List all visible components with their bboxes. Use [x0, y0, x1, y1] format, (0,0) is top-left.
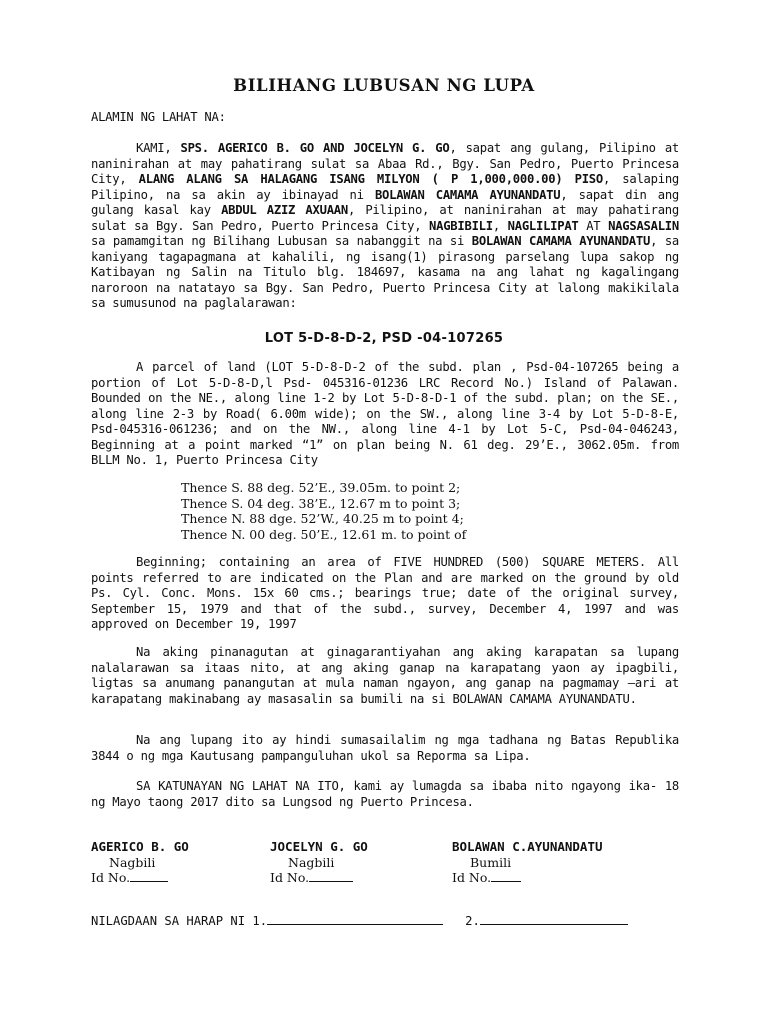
signatory-role: Nagbili [109, 854, 156, 870]
signatory-role: Nagbili [288, 854, 335, 870]
seller-names: SPS. AGERICO B. GO AND JOCELYN G. GO [180, 141, 450, 155]
intro-text-1: KAMI, [136, 141, 181, 155]
intro-text-4: , sapat din ang gulang kasal kay [91, 187, 680, 217]
id-blank-line[interactable] [309, 870, 353, 882]
thence-line: Thence S. 04 deg. 38’E., 12.67 m to point 3; [181, 495, 461, 511]
id-blank-line[interactable] [130, 870, 168, 882]
intro-text-5: , Pilipino, at naninirahan at may pahatirang sulat sa Bgy. San Pedro, Puerto Princesa City, [91, 203, 679, 233]
document-title: BILIHANG LUBUSAN NG LUPA [233, 76, 535, 95]
intro-text-7: AT [578, 218, 609, 233]
witness-1-blank[interactable] [267, 913, 443, 925]
id-label: Id No. [452, 870, 492, 885]
id-blank-line[interactable] [491, 870, 521, 882]
intro-paragraph [91, 141, 679, 312]
beginning-paragraph: Beginning; containing an area of FIVE HUNDRED (500) SQUARE METERS. All points referred to are indicated on the Plan and are marked on the ground by old Ps. Cyl. Conc. Mons. 15x 60 cms.; bearings true; date of the original survey, September 15, 1979 and that of the subd., survey, December 4, 1997 and was approved on December 19, 1997 [91, 555, 679, 631]
intro-text-6: , [492, 218, 508, 233]
thence-line: Thence N. 88 dge. 52’W., 40.25 m to point 4; [181, 511, 464, 526]
signatory-name: JOCELYN G. GO [270, 839, 368, 854]
term-nagsasalin: NAGSASALIN [608, 218, 679, 233]
buyer-name: BOLAWAN CAMAMA AYUNANDATU [374, 187, 561, 202]
thence-list [181, 480, 541, 542]
term-naglilipat: NAGLILIPAT [507, 218, 579, 233]
signatory-name: BOLAWAN C.AYUNANDATU [452, 839, 603, 854]
signatory-role: Bumili [470, 854, 512, 870]
warranty-paragraph: Na aking pinanagutan at ginagarantiyahan ang aking karapatan sa lupang nalalarawan sa itaas nito, at ang aking ganap na karapatang yaon ay ipagbili, ligtas sa anumang panangutan at mula naman ngayon, ang ganap na pagmamay –ari at karapatang makinabang ay masasalin sa bumili na si BOLAWAN CAMAMA AYUNANDATU. [91, 645, 679, 706]
witness-label: NILAGDAAN SA HARAP NI 1. [91, 914, 268, 928]
signatory-name: AGERICO B. GO [91, 839, 189, 854]
land-reform-paragraph: Na ang lupang ito ay hindi sumasailalim ng mga tadhana ng Batas Republika 3844 o ng mga Kautusang pampanguluhan ukol sa Reporma sa Lipa. [91, 733, 679, 763]
intro-text-9: , sa kaniyang tagapagmana at kahalili, ng isang(1) pirasong parselang lupa sakop ng Katibayan ng Salin na Titulo blg. 184697, kasama na ang lahat ng kagalingang naroroon na natatayo sa Bgy. San Pedro, Puerto Princesa City at lalong makikilala sa sumusunod na paglalarawan: [91, 234, 679, 310]
thence-line: Thence N. 00 deg. 50’E., 12.61 m. to point of [181, 526, 467, 542]
term-nagbibili: NAGBIBILI [429, 218, 493, 233]
parcel-description: A parcel of land (LOT 5-D-8-D-2 of the subd. plan , Psd-04-107265 being a portion of Lot 5-D-8-D,l Psd- 045316-01236 LRC Record No.) Island of Palawan. Bounded on the NE., along line 1-2 by Lot 5-D-8-D-1 of the subd. plan; on the SE., along line 2-3 by Road( 6.00m wide); on the SW., along line 3-4 by Lot 5-D-8-E, Psd-045316-061236; and on the NW., along line 4-1 by Lot 5-C, Psd-04-046243, Beginning at a point marked “1” on plan being N. 61 deg. 29’E., 3062.05m. from BLLM No. 1, Puerto Princesa City [91, 360, 679, 467]
attestation-paragraph: SA KATUNAYAN NG LAHAT NA ITO, kami ay lumagda sa ibaba nito ngayong ika- 18 ng Mayo taong 2017 dito sa Lungsod ng Puerto Princesa. [91, 779, 679, 809]
witness-2-blank[interactable] [480, 913, 628, 925]
witness-2-label: 2. [465, 914, 480, 928]
id-label: Id No. [91, 870, 131, 885]
intro-text-3: , salaping Pilipino, na sa akin ay ibinayad ni [91, 172, 679, 202]
intro-text-8: sa pamamgitan ng Bilihang Lubusan sa nabanggit na si [91, 234, 472, 248]
lot-heading: LOT 5-D-8-D-2, PSD -04-107265 [264, 331, 504, 346]
signatory-block [270, 839, 368, 886]
signatory-block [452, 839, 603, 886]
id-label: Id No. [270, 870, 310, 885]
signatory-id [91, 870, 189, 886]
buyer-spouse-name: ABDUL AZIZ AXUAAN [221, 203, 348, 217]
intro-text-2: , sapat ang gulang, Pilipino at naninirahan at may pahatirang sulat sa Abaa Rd., Bgy. San Pedro, Puerto Princesa City, [91, 141, 679, 186]
witness-line [91, 913, 681, 928]
signatory-id [270, 870, 368, 886]
signatory-id [452, 870, 603, 886]
signatory-block [91, 839, 189, 886]
price-amount: ALANG ALANG SA HALAGANG ISANG MILYON ( P 1,000,000.00) PISO [138, 172, 603, 186]
buyer-name-2: BOLAWAN CAMAMA AYUNANDATU [471, 234, 651, 248]
thence-line: Thence S. 88 deg. 52’E., 39.05m. to point 2; [181, 480, 461, 495]
salutation: ALAMIN NG LAHAT NA: [91, 110, 226, 124]
